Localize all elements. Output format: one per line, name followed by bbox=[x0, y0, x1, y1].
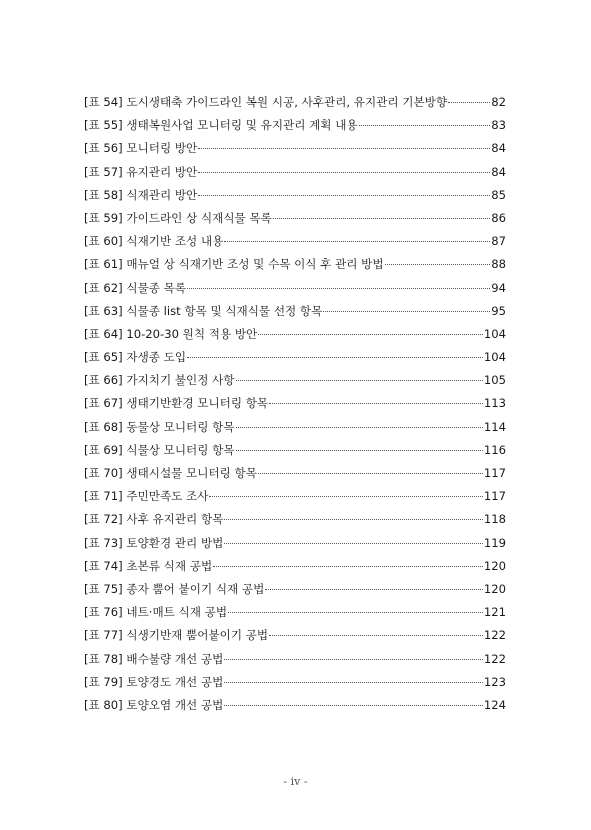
toc-entry-title: [표 69] 식물상 모니터링 항목 bbox=[84, 442, 235, 457]
toc-leader-dots bbox=[198, 172, 490, 173]
toc-entry-title: [표 57] 유지관리 방안 bbox=[84, 164, 198, 179]
toc-entry-page: 94 bbox=[491, 280, 506, 295]
toc-entry-page: 95 bbox=[491, 303, 506, 318]
toc-entry[interactable] bbox=[84, 140, 506, 163]
toc-entry-title: [표 75] 종자 뿜어 붙이기 식재 공법 bbox=[84, 581, 265, 596]
toc-entry[interactable] bbox=[84, 697, 506, 720]
toc-entry-page: 113 bbox=[483, 396, 506, 411]
page-number-footer: - iv - bbox=[283, 775, 308, 788]
toc-entry[interactable] bbox=[84, 210, 506, 233]
toc-entry-title: [표 79] 토양경도 개선 공법 bbox=[84, 674, 224, 689]
toc-leader-dots bbox=[224, 705, 483, 706]
toc-entry[interactable] bbox=[84, 280, 506, 303]
toc-entry-page: 88 bbox=[491, 257, 506, 272]
toc-leader-dots bbox=[258, 334, 483, 335]
toc-entry[interactable] bbox=[84, 535, 506, 558]
toc-entry-title: [표 77] 식생기반재 뿜어붙이기 공법 bbox=[84, 628, 269, 643]
toc-entry-page: 83 bbox=[491, 118, 506, 133]
toc-entry[interactable] bbox=[84, 465, 506, 488]
toc-entry-page: 121 bbox=[483, 605, 506, 620]
toc-entry-page: 114 bbox=[483, 419, 506, 434]
toc-entry-title: [표 58] 식재관리 방안 bbox=[84, 187, 198, 202]
toc-entry-page: 117 bbox=[483, 489, 506, 504]
toc-entry-page: 119 bbox=[483, 535, 506, 550]
toc-leader-dots bbox=[224, 519, 483, 520]
toc-leader-dots bbox=[265, 589, 483, 590]
toc-leader-dots bbox=[228, 612, 483, 613]
toc-entry[interactable] bbox=[84, 164, 506, 187]
toc-entry-page: 86 bbox=[491, 210, 506, 225]
toc-entry-page: 104 bbox=[483, 326, 506, 341]
toc-entry-title: [표 71] 주민만족도 조사 bbox=[84, 489, 209, 504]
toc-entry[interactable] bbox=[84, 303, 506, 326]
toc-leader-dots bbox=[448, 102, 490, 103]
toc-entry-page: 122 bbox=[483, 628, 506, 643]
toc-leader-dots bbox=[273, 218, 490, 219]
toc-leader-dots bbox=[385, 264, 491, 265]
toc-entry-page: 120 bbox=[483, 581, 506, 596]
toc-leader-dots bbox=[323, 311, 490, 312]
toc-entry[interactable] bbox=[84, 651, 506, 674]
toc-leader-dots bbox=[187, 288, 490, 289]
toc-entry-title: [표 72] 사후 유지관리 항목 bbox=[84, 512, 224, 527]
toc-leader-dots bbox=[236, 450, 483, 451]
toc-entry[interactable] bbox=[84, 488, 506, 511]
toc-entry[interactable] bbox=[84, 94, 506, 117]
toc-leader-dots bbox=[224, 682, 483, 683]
toc-entry-title: [표 59] 가이드라인 상 식재식물 목록 bbox=[84, 210, 272, 225]
toc-entry-page: 123 bbox=[483, 674, 506, 689]
toc-entry-title: [표 63] 식물종 list 항목 및 식재식물 선정 항목 bbox=[84, 303, 323, 318]
toc-entry[interactable] bbox=[84, 117, 506, 140]
toc-entry-page: 118 bbox=[483, 512, 506, 527]
toc-entry[interactable] bbox=[84, 233, 506, 256]
toc-leader-dots bbox=[213, 566, 483, 567]
toc-entry-title: [표 64] 10-20-30 원칙 적용 방안 bbox=[84, 326, 258, 341]
toc-entry-title: [표 66] 가지치기 불인정 사항 bbox=[84, 373, 235, 388]
toc-entry-page: 120 bbox=[483, 558, 506, 573]
toc-entry-title: [표 56] 모니터링 방안 bbox=[84, 141, 198, 156]
toc-entry-page: 82 bbox=[491, 95, 506, 109]
toc-entry-page: 124 bbox=[483, 697, 506, 712]
toc-entry-title: [표 74] 초본류 식재 공법 bbox=[84, 558, 213, 573]
toc-leader-dots bbox=[224, 241, 490, 242]
table-of-contents bbox=[84, 94, 506, 720]
toc-leader-dots bbox=[198, 195, 490, 196]
toc-entry-page: 116 bbox=[483, 442, 506, 457]
toc-leader-dots bbox=[236, 427, 483, 428]
toc-leader-dots bbox=[198, 148, 490, 149]
toc-leader-dots bbox=[269, 403, 483, 404]
toc-entry-title: [표 60] 식재기반 조성 내용 bbox=[84, 234, 224, 249]
toc-entry-title: [표 55] 생태복원사업 모니터링 및 유지관리 계획 내용 bbox=[84, 118, 358, 133]
toc-entry[interactable] bbox=[84, 511, 506, 534]
toc-leader-dots bbox=[269, 635, 483, 636]
toc-entry-title: [표 76] 네트·매트 식재 공법 bbox=[84, 605, 228, 620]
toc-leader-dots bbox=[359, 125, 491, 126]
toc-entry-page: 87 bbox=[491, 234, 506, 249]
toc-entry[interactable] bbox=[84, 581, 506, 604]
toc-entry-title: [표 62] 식물종 목록 bbox=[84, 280, 187, 295]
toc-leader-dots bbox=[236, 380, 483, 381]
toc-entry-page: 104 bbox=[483, 350, 506, 365]
toc-entry-page: 84 bbox=[491, 164, 506, 179]
toc-entry[interactable] bbox=[84, 326, 506, 349]
toc-entry-title: [표 80] 토양오염 개선 공법 bbox=[84, 697, 224, 712]
toc-entry[interactable] bbox=[84, 349, 506, 372]
toc-entry-title: [표 73] 토양환경 관리 방법 bbox=[84, 535, 224, 550]
toc-leader-dots bbox=[209, 496, 482, 497]
toc-entry-title: [표 67] 생태기반환경 모니터링 항목 bbox=[84, 396, 269, 411]
toc-entry[interactable] bbox=[84, 604, 506, 627]
toc-entry-title: [표 68] 동물상 모니터링 항목 bbox=[84, 419, 235, 434]
toc-entry-title: [표 78] 배수불량 개선 공법 bbox=[84, 651, 224, 666]
toc-entry[interactable] bbox=[84, 187, 506, 210]
toc-leader-dots bbox=[187, 357, 483, 358]
toc-entry-title: [표 54] 도시생태축 가이드라인 복원 시공, 사후관리, 유지관리 기본방향 bbox=[84, 95, 448, 109]
toc-entry-title: [표 70] 생태시설물 모니터링 항목 bbox=[84, 466, 257, 480]
toc-entry[interactable] bbox=[84, 256, 506, 279]
toc-entry-title: [표 61] 매뉴얼 상 식재기반 조성 및 수목 이식 후 관리 방법 bbox=[84, 257, 384, 272]
toc-entry-title: [표 65] 자생종 도입 bbox=[84, 350, 187, 365]
toc-leader-dots bbox=[224, 543, 483, 544]
toc-entry-page: 117 bbox=[483, 466, 506, 480]
toc-entry-page: 122 bbox=[483, 651, 506, 666]
toc-entry[interactable] bbox=[84, 395, 506, 418]
toc-entry-page: 105 bbox=[483, 373, 506, 388]
toc-entry-page: 84 bbox=[491, 141, 506, 156]
toc-entry-page: 85 bbox=[491, 187, 506, 202]
toc-entry[interactable] bbox=[84, 627, 506, 650]
toc-entry[interactable] bbox=[84, 674, 506, 697]
toc-entry[interactable] bbox=[84, 558, 506, 581]
toc-entry[interactable] bbox=[84, 442, 506, 465]
toc-leader-dots bbox=[224, 659, 483, 660]
toc-entry[interactable] bbox=[84, 419, 506, 442]
toc-entry[interactable] bbox=[84, 372, 506, 395]
toc-leader-dots bbox=[258, 473, 483, 474]
